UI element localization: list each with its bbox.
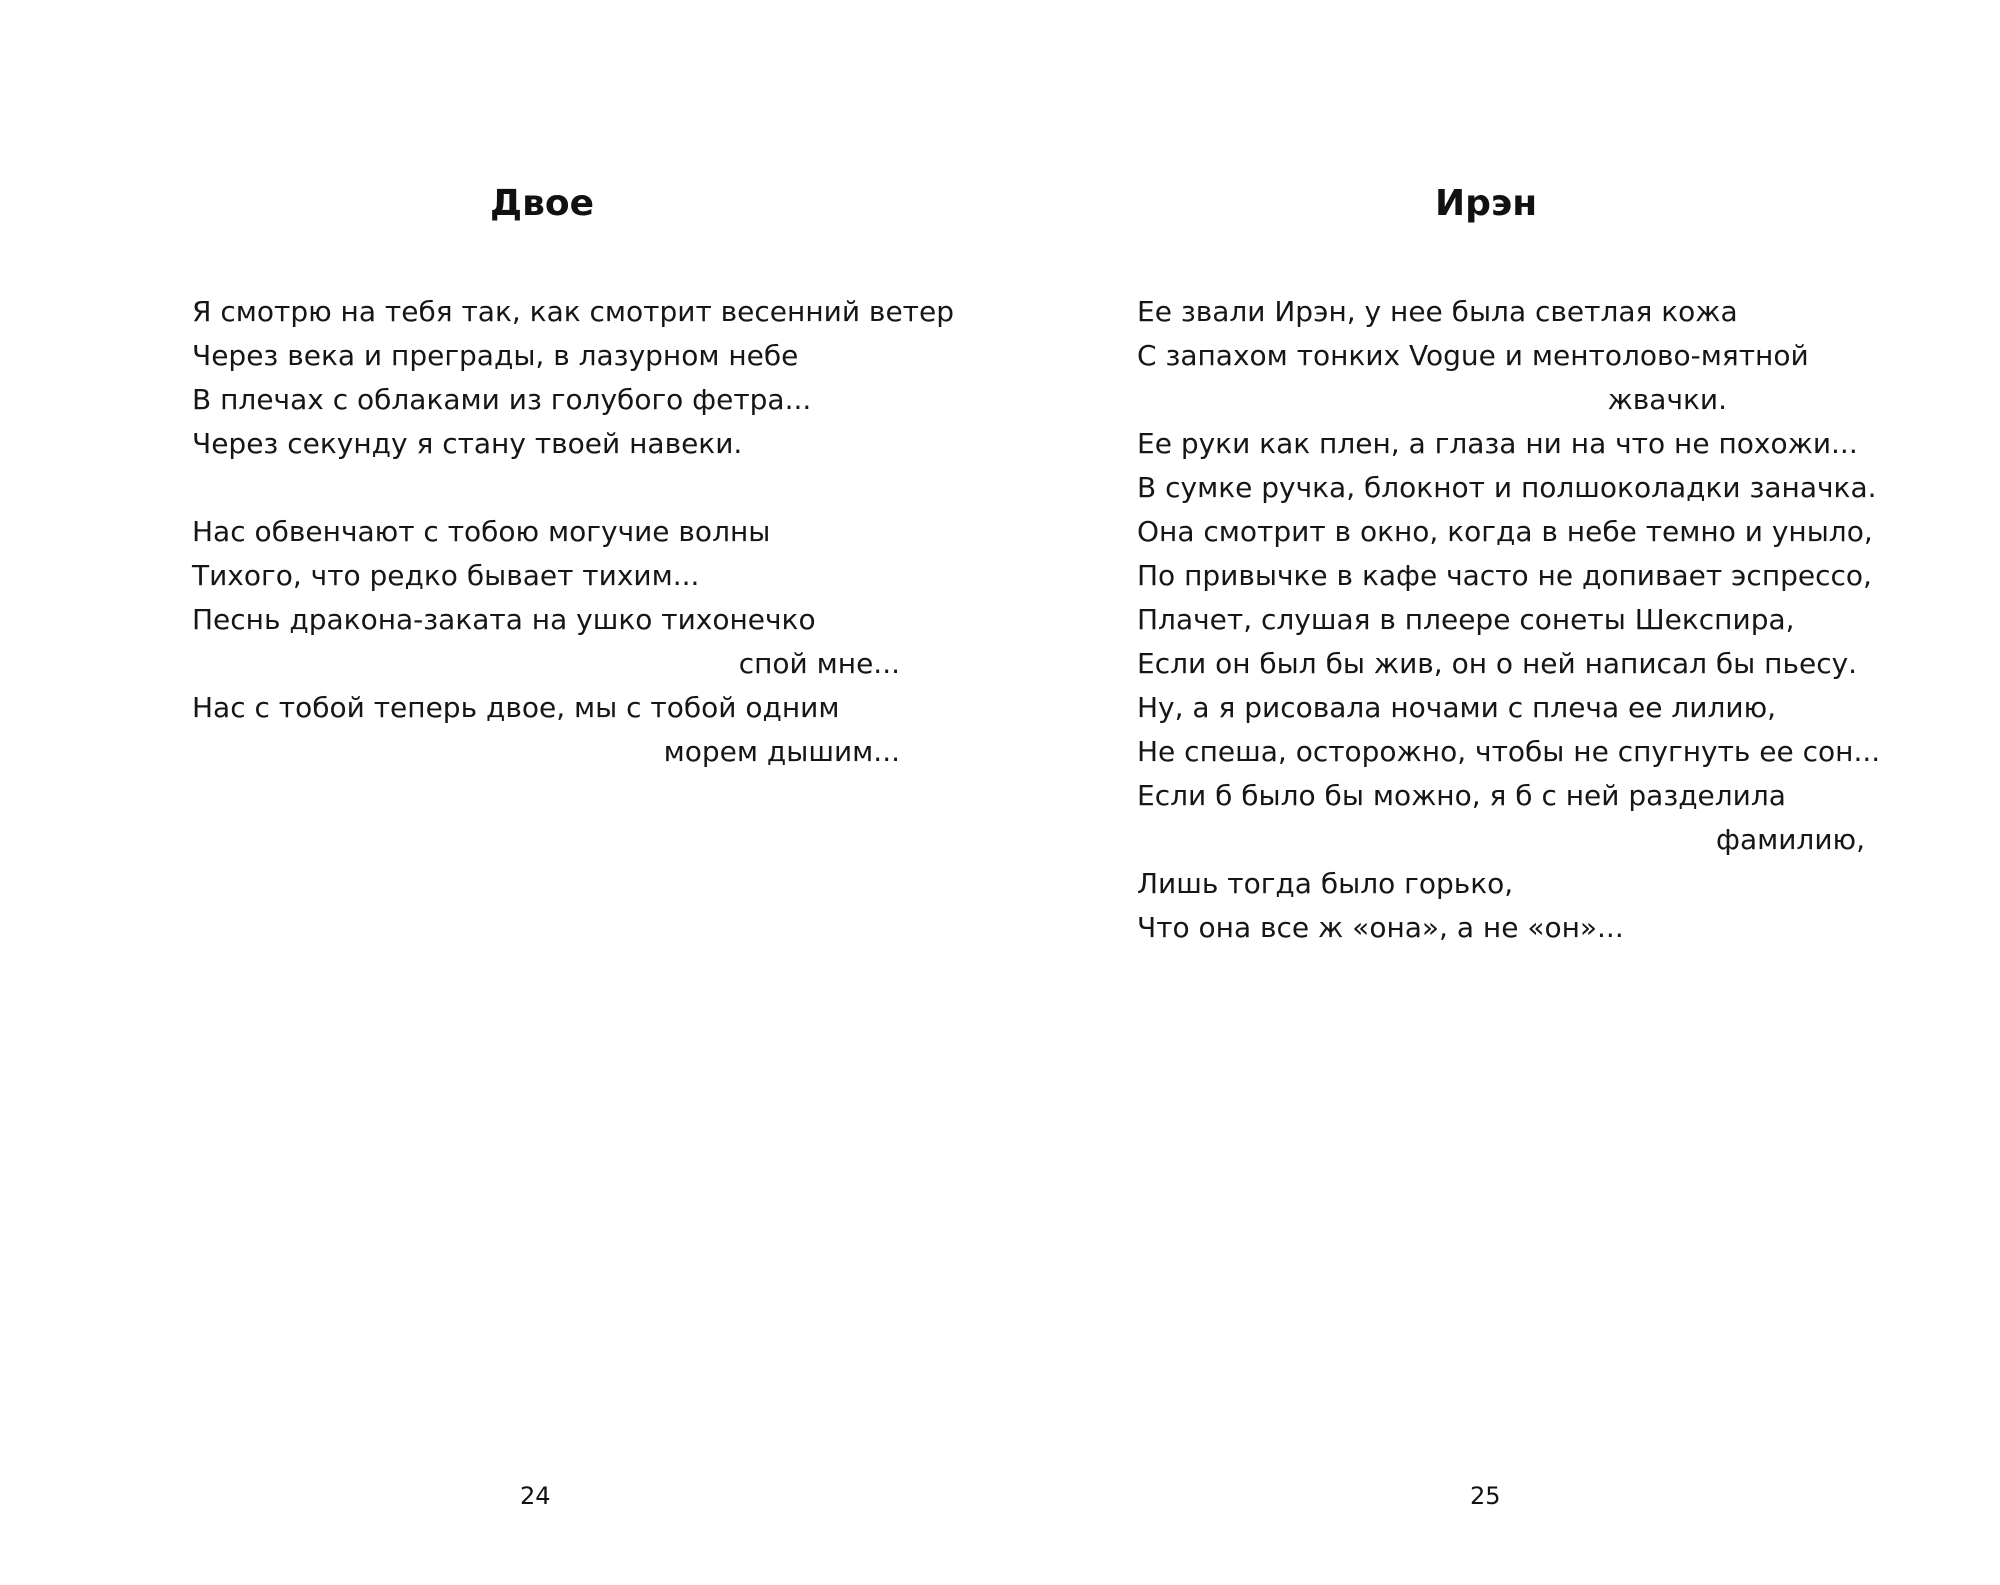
- page-number: 24: [520, 1482, 551, 1510]
- poem-line: Нас обвенчают с тобою могучие волны: [192, 515, 771, 548]
- poem-line: Через века и преграды, в лазурном небе: [192, 339, 799, 372]
- poem-line-continuation: фамилию,: [1716, 823, 1865, 856]
- poem-line: С запахом тонких Vogue и ментолово-мятной: [1137, 339, 1809, 372]
- poem-line: Если б было бы можно, я б с ней разделила: [1137, 779, 1786, 812]
- poem-body-iren: [1137, 290, 1881, 950]
- poem-line-continuation: спой мне...: [738, 647, 900, 680]
- poem-line: Через секунду я стану твоей навеки.: [192, 427, 743, 460]
- poem-line: Песнь дракона-заката на ушко тихонечко: [192, 603, 816, 636]
- poem-line: Она смотрит в окно, когда в небе темно и уныло,: [1137, 515, 1873, 548]
- page-number: 25: [1470, 1482, 1501, 1510]
- poem-line: Плачет, слушая в плеере сонеты Шекспира,: [1137, 603, 1795, 636]
- poem-line: Тихого, что редко бывает тихим...: [192, 559, 700, 592]
- poem-line: Что она все ж «она», а не «он»...: [1137, 911, 1624, 944]
- poem-line-continuation: жвачки.: [1607, 383, 1727, 416]
- poem-line: Ее руки как плен, а глаза ни на что не похожи...: [1137, 427, 1858, 460]
- poem-title-dvoe: Двое: [490, 183, 594, 224]
- poem-line-continuation: морем дышим...: [663, 735, 900, 768]
- poem-line: Ее звали Ирэн, у нее была светлая кожа: [1137, 295, 1738, 328]
- poem-line: В сумке ручка, блокнот и полшоколадки заначка.: [1137, 471, 1877, 504]
- poem-line: Я смотрю на тебя так, как смотрит весенний ветер: [192, 295, 954, 328]
- poem-line: По привычке в кафе часто не допивает эспрессо,: [1137, 559, 1872, 592]
- poem-line: Ну, а я рисовала ночами с плеча ее лилию,: [1137, 691, 1777, 724]
- poem-line: Если он был бы жив, он о ней написал бы пьесу.: [1137, 647, 1858, 680]
- poem-line: В плечах с облаками из голубого фетра...: [192, 383, 812, 416]
- poem-line: Лишь тогда было горько,: [1137, 867, 1514, 900]
- poem-body-dvoe: [192, 290, 954, 774]
- poem-line: Не спеша, осторожно, чтобы не спугнуть ее сон...: [1137, 735, 1881, 768]
- right-page: [1000, 0, 2000, 1585]
- stanza-gap: [192, 466, 912, 510]
- poem-title-iren: Ирэн: [1435, 183, 1538, 224]
- poem-line: Нас с тобой теперь двое, мы с тобой одним: [192, 691, 840, 724]
